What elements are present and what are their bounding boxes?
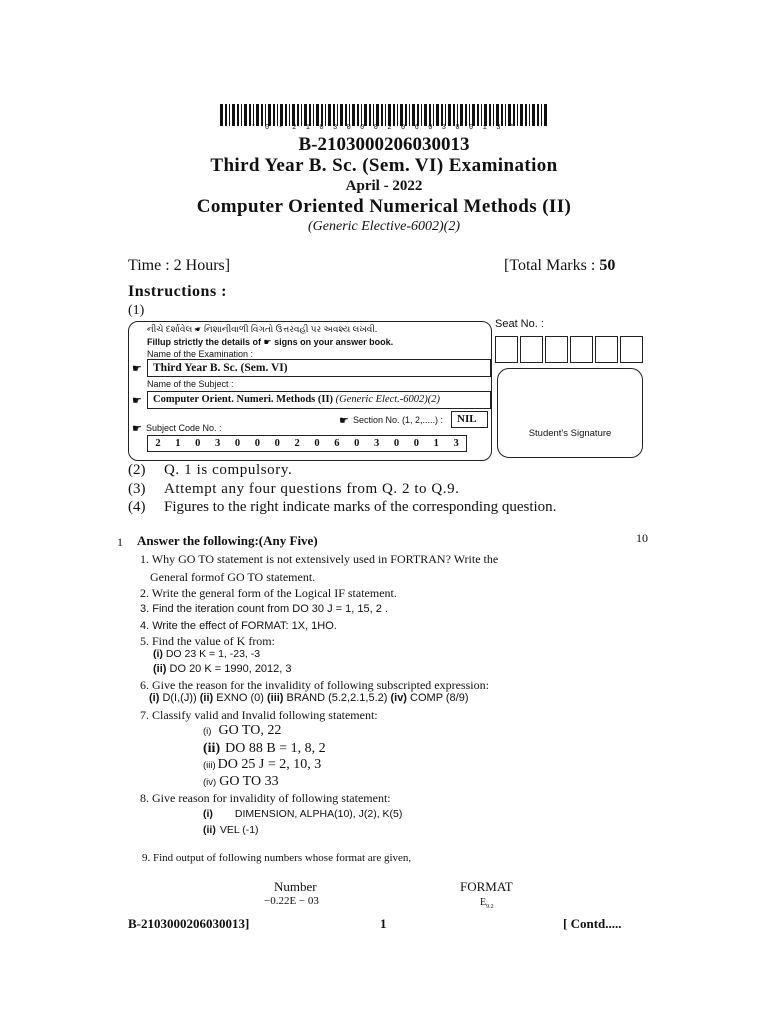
subject-code-digit: 0 bbox=[354, 438, 360, 449]
question-item: 7. Classify valid and Invalid following statement: bbox=[140, 708, 378, 722]
paper-code: B-2103000206030013 bbox=[298, 134, 470, 155]
seat-number-box[interactable] bbox=[620, 336, 643, 363]
barcode-bar bbox=[333, 104, 335, 126]
barcode-bar bbox=[505, 104, 506, 126]
question-item: 4. Write the effect of FORMAT: 1X, 1HO. bbox=[140, 620, 337, 632]
question-marks: 10 bbox=[636, 531, 648, 545]
barcode-bar bbox=[513, 104, 515, 126]
question-item: 6. Give the reason for the invalidity of following subscripted expression: bbox=[140, 678, 489, 692]
subject-code-digit: 3 bbox=[373, 438, 380, 449]
answer-book-details-box bbox=[128, 321, 492, 461]
barcode-bar bbox=[349, 104, 350, 126]
barcode-bar bbox=[400, 104, 403, 126]
seat-number-box[interactable] bbox=[495, 336, 518, 363]
barcode-digits: * 0 - 2 1 0 3 0 0 0 2 0 6 0 3 0 0 1 3 * bbox=[251, 124, 517, 132]
instruction-4: (4) Figures to the right indicate marks of the corresponding question. bbox=[128, 499, 557, 515]
subject-code-digit: 6 bbox=[334, 438, 340, 449]
barcode-bar bbox=[225, 104, 227, 126]
question-subitem: (i) D(I,(J)) (ii) EXNO (0) (iii) BRAND (5.2,2.1,5.2) (iv) COMP (8/9) bbox=[149, 692, 469, 704]
instructions-heading: Instructions : bbox=[128, 283, 228, 300]
question-subitem: (ii) DO 88 B = 1, 8, 2 bbox=[203, 741, 326, 756]
barcode-bar bbox=[304, 104, 307, 126]
barcode-bar bbox=[445, 104, 446, 126]
instruction-2: (2) Q. 1 is compulsory. bbox=[128, 462, 293, 478]
hand-pointer-icon: ☛ bbox=[132, 363, 142, 375]
seat-number-box[interactable] bbox=[545, 336, 568, 363]
barcode-bar bbox=[292, 104, 295, 126]
barcode-bar bbox=[220, 104, 223, 126]
gujarati-instruction: નીચે દર્શાવેલ ☛ નિશાનીવાળી વિગતો ઉત્તરવહી પર અવશ્ય લખવી. bbox=[147, 324, 378, 334]
barcode-bar bbox=[436, 104, 439, 126]
question-item: 5. Find the value of K from: bbox=[140, 634, 275, 648]
barcode-bar bbox=[448, 104, 451, 126]
barcode-bar bbox=[321, 104, 323, 126]
column-header-number: Number bbox=[274, 879, 317, 894]
barcode-bar bbox=[249, 104, 251, 126]
question-subitem: (i) DO 23 K = 1, -23, -3 bbox=[153, 648, 261, 660]
barcode-bar bbox=[457, 104, 458, 126]
barcode-bar bbox=[253, 104, 254, 126]
barcode-bar bbox=[244, 104, 247, 126]
instruction-1-number: (1) bbox=[128, 303, 145, 318]
seat-number-box[interactable] bbox=[570, 336, 593, 363]
barcode-bar bbox=[453, 104, 455, 126]
subject-code-digit: 1 bbox=[175, 438, 181, 449]
barcode-bar bbox=[460, 104, 463, 126]
question-subitem: (iii) DO 25 J = 2, 10, 3 bbox=[203, 757, 322, 772]
barcode-bar bbox=[529, 104, 530, 126]
exam-name-label: Name of the Examination : bbox=[147, 349, 254, 359]
barcode-bar bbox=[373, 104, 374, 126]
signature-box[interactable] bbox=[497, 368, 643, 458]
subject-name-field: Computer Orient. Numeri. Methods (II) (Generic Elect.-6002)(2) bbox=[147, 391, 491, 409]
barcode-bar bbox=[481, 104, 482, 126]
barcode-bar bbox=[412, 104, 415, 126]
subject-code-digit: 0 bbox=[393, 438, 400, 449]
barcode-bar bbox=[525, 104, 527, 126]
barcode-bar bbox=[268, 104, 271, 126]
barcode-bar bbox=[337, 104, 338, 126]
total-marks: [Total Marks : 50 bbox=[504, 257, 616, 274]
barcode-bar bbox=[469, 104, 470, 126]
subject-code-digit: 0 bbox=[234, 438, 241, 449]
subject-code-digit: 1 bbox=[433, 438, 439, 449]
english-instruction: Fillup strictly the details of ☛ signs on your answer book. bbox=[147, 337, 394, 347]
subject-title: Computer Oriented Numerical Methods (II) bbox=[196, 196, 572, 217]
barcode-bar bbox=[369, 104, 371, 126]
barcode-bar bbox=[520, 104, 523, 126]
barcode-bar bbox=[285, 104, 287, 126]
barcode bbox=[220, 104, 548, 126]
barcode-bar bbox=[313, 104, 314, 126]
barcode-bar bbox=[508, 104, 511, 126]
barcode-bar bbox=[316, 104, 319, 126]
hand-pointer-icon: ☛ bbox=[132, 395, 142, 407]
barcode-bar bbox=[433, 104, 434, 126]
question-subitem: (iv) GO TO 33 bbox=[203, 774, 279, 789]
signature-label: Student's Signature bbox=[528, 428, 612, 439]
subject-code-digit: 0 bbox=[274, 438, 280, 449]
barcode-bar bbox=[340, 104, 343, 126]
subject-code-digit: 0 bbox=[195, 438, 201, 449]
barcode-bar bbox=[361, 104, 362, 126]
format-value: $E_{9.2}$ bbox=[480, 897, 494, 910]
subject-code-digit: 2 bbox=[155, 438, 161, 449]
barcode-bar bbox=[429, 104, 431, 126]
instruction-3: (3) Attempt any four questions from Q. 2 to Q.9. bbox=[128, 481, 460, 497]
continued-marker: [ Contd..... bbox=[563, 916, 622, 931]
column-header-format: FORMAT bbox=[460, 879, 513, 894]
barcode-bar bbox=[385, 104, 386, 126]
exam-name-field: Third Year B. Sc. (Sem. VI) bbox=[147, 359, 491, 377]
barcode-bar bbox=[325, 104, 326, 126]
barcode-bar bbox=[472, 104, 475, 126]
subject-code-digit: 2 bbox=[294, 438, 300, 449]
barcode-bar bbox=[261, 104, 263, 126]
barcode-bar bbox=[345, 104, 347, 126]
barcode-bar bbox=[484, 104, 487, 126]
subject-code-digit: 0 bbox=[413, 438, 419, 449]
exam-session: April - 2022 bbox=[345, 178, 423, 194]
question-item: 1. Why GO TO statement is not extensively used in FORTRAN? Write the bbox=[140, 552, 499, 566]
paper-name: (Generic Elective-6002)(2) bbox=[308, 219, 460, 234]
barcode-bar bbox=[409, 104, 410, 126]
question-subitem: (ii) DO 20 K = 1990, 2012, 3 bbox=[153, 663, 292, 675]
barcode-bar bbox=[489, 104, 491, 126]
barcode-bar bbox=[496, 104, 499, 126]
barcode-bar bbox=[465, 104, 467, 126]
question-number: 1 bbox=[117, 535, 123, 549]
barcode-bar bbox=[501, 104, 503, 126]
exam-title: Third Year B. Sc. (Sem. VI) Examination bbox=[210, 155, 558, 176]
subject-code-digit: 0 bbox=[254, 438, 260, 449]
barcode-bar bbox=[301, 104, 302, 126]
barcode-bar bbox=[381, 104, 383, 126]
barcode-bar bbox=[405, 104, 407, 126]
question-item: 2. Write the general form of the Logical IF statement. bbox=[140, 586, 397, 600]
barcode-bar bbox=[421, 104, 422, 126]
footer-paper-code: B-2103000206030013] bbox=[128, 916, 250, 931]
barcode-bar bbox=[364, 104, 367, 126]
barcode-bar bbox=[265, 104, 266, 126]
barcode-bar bbox=[352, 104, 355, 126]
subject-code-label: Subject Code No. : bbox=[146, 423, 222, 433]
barcode-bar bbox=[232, 104, 235, 126]
barcode-bar bbox=[256, 104, 259, 126]
time-allowed: Time : 2 Hours] bbox=[128, 257, 231, 274]
barcode-bar bbox=[537, 104, 539, 126]
question-subitem: (ii) VEL (-1) bbox=[203, 824, 259, 836]
number-value: −0.22E − 03 bbox=[264, 895, 319, 907]
barcode-bar bbox=[517, 104, 518, 126]
barcode-bar bbox=[532, 104, 535, 126]
barcode-bar bbox=[477, 104, 479, 126]
subject-code-digit: 0 bbox=[314, 438, 320, 449]
subject-code-digit: 3 bbox=[453, 438, 459, 449]
barcode-bar bbox=[393, 104, 395, 126]
question-item: 8. Give reason for invalidity of following statement: bbox=[140, 791, 391, 805]
question-item: 3. Find the iteration count from DO 30 J = 1, 15, 2 . bbox=[140, 603, 388, 615]
barcode-bar bbox=[417, 104, 419, 126]
barcode-bar bbox=[424, 104, 427, 126]
barcode-bar bbox=[297, 104, 299, 126]
subject-name-label: Name of the Subject : bbox=[147, 379, 234, 389]
barcode-bar bbox=[229, 104, 230, 126]
page-number: 1 bbox=[380, 916, 387, 931]
barcode-bar bbox=[541, 104, 542, 126]
seat-number-label: Seat No. : bbox=[495, 318, 544, 330]
section-number-field: NIL bbox=[451, 411, 488, 428]
question-item: General formof GO TO statement. bbox=[150, 570, 316, 584]
barcode-bar bbox=[376, 104, 379, 126]
hand-pointer-icon: ☛ bbox=[339, 415, 349, 427]
barcode-bar bbox=[280, 104, 283, 126]
question-subitem: (i) GO TO, 22 bbox=[203, 723, 282, 738]
subject-code-field bbox=[147, 435, 467, 452]
subject-code-digit: 3 bbox=[214, 438, 221, 449]
seat-number-box[interactable] bbox=[595, 336, 618, 363]
barcode-bar bbox=[309, 104, 311, 126]
barcode-bar bbox=[388, 104, 391, 126]
barcode-bar bbox=[493, 104, 494, 126]
seat-number-box[interactable] bbox=[520, 336, 543, 363]
hand-pointer-icon: ☛ bbox=[132, 423, 142, 435]
barcode-bar bbox=[273, 104, 275, 126]
question-subitem: (i) DIMENSION, ALPHA(10), J(2), K(5) bbox=[203, 808, 403, 820]
barcode-bar bbox=[237, 104, 239, 126]
barcode-bar bbox=[544, 104, 547, 126]
barcode-bar bbox=[241, 104, 242, 126]
question-item: 9. Find output of following numbers whose format are given, bbox=[142, 852, 412, 864]
barcode-bar bbox=[289, 104, 290, 126]
barcode-bar bbox=[277, 104, 278, 126]
barcode-bar bbox=[441, 104, 443, 126]
question-title: Answer the following:(Any Five) bbox=[137, 533, 318, 548]
barcode-bar bbox=[397, 104, 398, 126]
barcode-bar bbox=[357, 104, 359, 126]
section-number-label: Section No. (1, 2,.....) : bbox=[353, 415, 444, 425]
barcode-bar bbox=[328, 104, 331, 126]
